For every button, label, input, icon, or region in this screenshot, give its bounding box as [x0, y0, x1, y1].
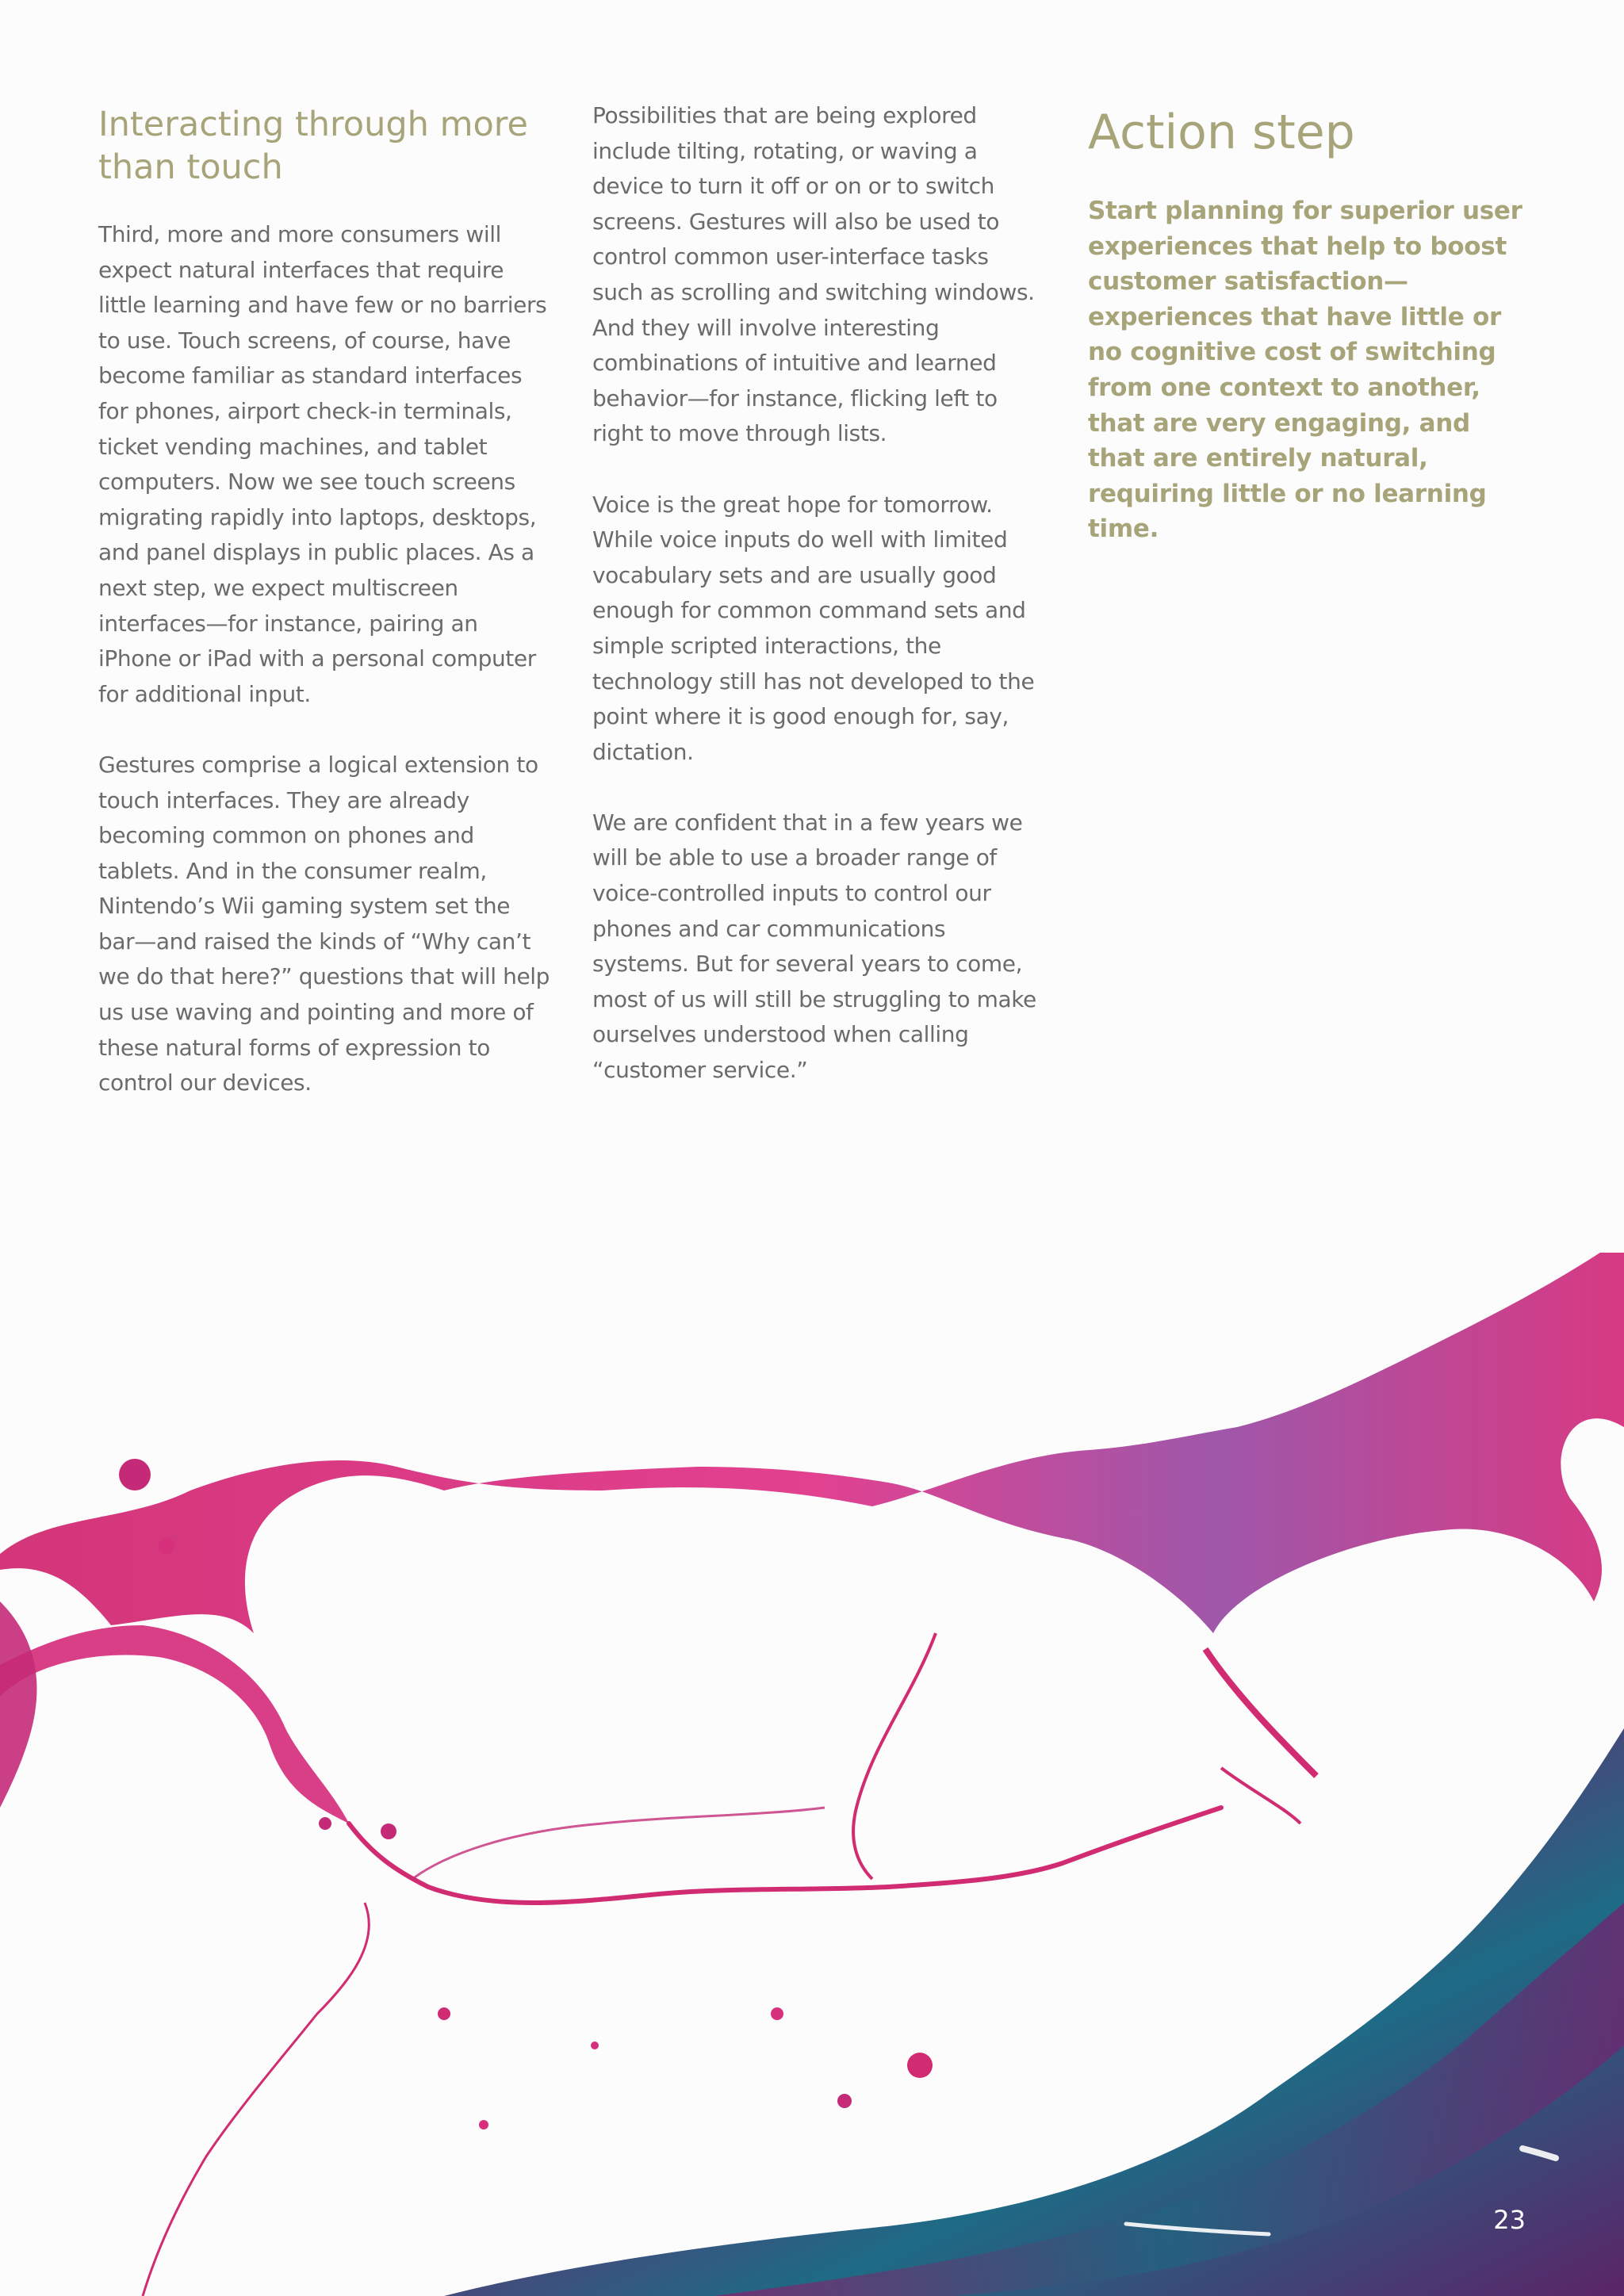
- column-left: [98, 103, 550, 1136]
- body-paragraph: Voice is the great hope for tomorrow. While voice inputs do well with limited vocabulary sets and are usually good enough for common command sets and simple scripted interactions, the technology still has not developed to the point where it is good enough for, say, dictation.: [592, 491, 1035, 765]
- paint-droplet: [837, 2094, 852, 2108]
- paint-strand: [1221, 1768, 1300, 1823]
- paint-droplet: [119, 1459, 151, 1490]
- column-right: [1088, 103, 1532, 547]
- column-middle: [592, 103, 1044, 1123]
- paint-left-swirl: [0, 1625, 349, 1823]
- paint-strand: [853, 1633, 936, 1879]
- action-step-text: Start planning for superior user experiences that help to boost customer satisfaction—experiences that have little or no cognitive cost of switching from one context to another, that are very engaging, and that are entirely natural, requiring little or no learning time.: [1088, 197, 1522, 544]
- paint-left-drip: [0, 1601, 36, 1808]
- paint-droplet: [907, 2053, 933, 2078]
- paint-droplet: [381, 1823, 396, 1839]
- paint-strand: [349, 1808, 1221, 1903]
- paint-strand: [1205, 1649, 1316, 1776]
- section-heading: Interacting through more than touch: [98, 105, 528, 187]
- page-number: 23: [1493, 2205, 1526, 2235]
- paint-lower-pool: [444, 1728, 1624, 2296]
- body-paragraph: Possibilities that are being explored include tilting, rotating, or waving a device to turn it off or on or to switch screens. Gestures will also be used to control common user-interface tasks such as scrolling and switching windows. And they will involve interesting combinations of intuitive and learned behavior—for instance, flicking left to right to move through lists.: [592, 102, 1035, 447]
- paint-strand: [143, 1903, 369, 2296]
- paint-droplet: [479, 2120, 488, 2130]
- paint-droplet: [771, 2007, 783, 2020]
- paint-strand: [412, 1808, 825, 1879]
- paint-droplet: [438, 2007, 450, 2020]
- body-paragraph: Third, more and more consumers will expect natural interfaces that require little learning and have few or no barriers to use. Touch screens, of course, have become familiar as standard interfaces for phones, airport check-in terminals, ticket vending machines, and tablet computers. Now we see touch screens migrating rapidly into laptops, desktops, and panel displays in public places. As a next step, we expect multiscreen interfaces—for instance, pairing an iPhone or iPad with a personal computer for additional input.: [98, 221, 547, 707]
- action-step-heading: Action step: [1088, 105, 1355, 160]
- body-paragraph: We are confident that in a few years we will be able to use a broader range of voice-controlled inputs to control our phones and car communications systems. But for several years to come, most of us will still be struggling to make ourselves understood when calling “customer service.”: [592, 809, 1036, 1084]
- paint-droplet: [319, 1817, 331, 1830]
- paint-droplet: [591, 2042, 599, 2049]
- paint-splash-illustration: [0, 1253, 1624, 2296]
- paint-wave-band: [0, 1253, 1624, 1633]
- body-paragraph: Gestures comprise a logical extension to touch interfaces. They are already becoming common on phones and tablets. And in the consumer realm, Nintendo’s Wii gaming system set the bar—and raised the kinds of “Why can’t we do that here?” questions that will help us use waving and pointing and more of these natural forms of expression to control our devices.: [98, 751, 550, 1096]
- paint-droplet: [159, 1538, 174, 1554]
